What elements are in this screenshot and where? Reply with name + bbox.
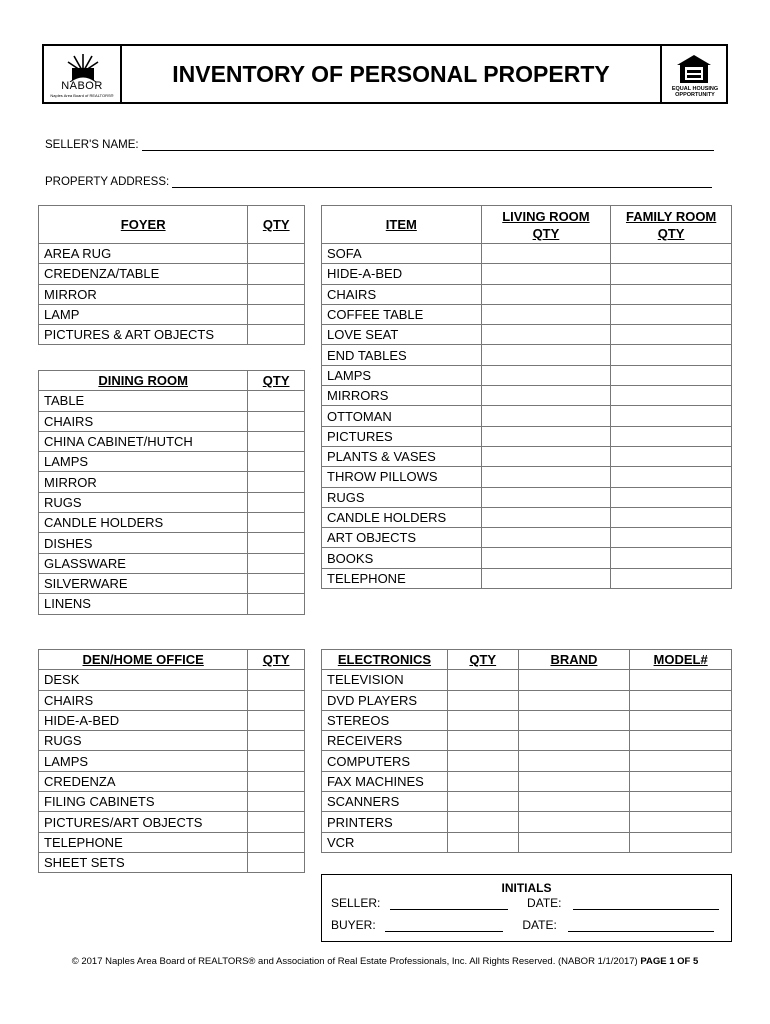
den-row: [39, 731, 305, 751]
logo-tagline: Naples Area Board of REALTORS®: [50, 93, 114, 98]
item-label: RUGS: [39, 492, 248, 512]
property-address-input[interactable]: [172, 177, 712, 188]
property-address-label: PROPERTY ADDRESS:: [45, 176, 170, 188]
electronics-model-header: MODEL#: [630, 650, 732, 670]
dining-room-row: [39, 553, 305, 573]
item-label: LAMP: [39, 304, 248, 324]
model-cell[interactable]: [630, 710, 732, 730]
living-room-qty-cell[interactable]: [481, 548, 611, 568]
item-label: THROW PILLOWS: [322, 467, 482, 487]
model-cell[interactable]: [630, 771, 732, 791]
item-label: FAX MACHINES: [322, 771, 448, 791]
item-label: PICTURES/ART OBJECTS: [39, 812, 248, 832]
foyer-header: FOYER: [39, 206, 248, 244]
living-family-row: [322, 507, 732, 527]
living-room-qty-cell[interactable]: [481, 406, 611, 426]
qty-cell[interactable]: [447, 792, 518, 812]
item-label: PICTURES: [322, 426, 482, 446]
electronics-qty-header: QTY: [447, 650, 518, 670]
buyer-date-label: DATE:: [522, 918, 557, 932]
model-cell[interactable]: [630, 812, 732, 832]
living-family-row: [322, 325, 732, 345]
item-label: HIDE-A-BED: [39, 710, 248, 730]
item-label: CHAIRS: [322, 284, 482, 304]
family-room-qty-cell[interactable]: [611, 507, 732, 527]
living-family-row: [322, 284, 732, 304]
living-room-qty-cell[interactable]: [481, 244, 611, 264]
living-room-qty-cell[interactable]: [481, 528, 611, 548]
family-room-qty-cell[interactable]: [611, 264, 732, 284]
dining-room-row: [39, 513, 305, 533]
item-label: AREA RUG: [39, 244, 248, 264]
electronics-header: ELECTRONICS: [322, 650, 448, 670]
brand-cell[interactable]: [518, 812, 630, 832]
item-label: RUGS: [322, 487, 482, 507]
qty-cell[interactable]: [447, 731, 518, 751]
model-cell[interactable]: [630, 832, 732, 852]
qty-cell[interactable]: [248, 771, 305, 791]
qty-cell[interactable]: [248, 264, 305, 284]
family-room-qty-cell[interactable]: [611, 568, 732, 588]
qty-cell[interactable]: [248, 852, 305, 872]
item-label: DVD PLAYERS: [322, 690, 448, 710]
dining-room-row: [39, 411, 305, 431]
living-family-row: [322, 467, 732, 487]
item-label: PLANTS & VASES: [322, 446, 482, 466]
living-family-row: [322, 548, 732, 568]
item-label: CHAIRS: [39, 690, 248, 710]
qty-cell[interactable]: [248, 325, 305, 345]
dining-room-row: [39, 431, 305, 451]
living-family-row: [322, 406, 732, 426]
qty-cell[interactable]: [248, 304, 305, 324]
qty-cell[interactable]: [248, 492, 305, 512]
dining-room-row: [39, 573, 305, 593]
living-room-label: LIVING ROOM: [502, 208, 590, 224]
living-family-row: [322, 304, 732, 324]
brand-cell[interactable]: [518, 751, 630, 771]
qty-cell[interactable]: [248, 670, 305, 690]
qty-cell[interactable]: [248, 244, 305, 264]
living-family-row: [322, 386, 732, 406]
electronics-row: [322, 832, 732, 852]
page-title: INVENTORY OF PERSONAL PROPERTY: [172, 61, 610, 87]
living-room-qty-cell[interactable]: [481, 304, 611, 324]
item-label: CHAIRS: [39, 411, 248, 431]
qty-cell[interactable]: [248, 431, 305, 451]
item-label: SCANNERS: [322, 792, 448, 812]
dining-room-row: [39, 492, 305, 512]
brand-cell[interactable]: [518, 832, 630, 852]
living-room-qty-cell[interactable]: [481, 467, 611, 487]
qty-cell[interactable]: [447, 751, 518, 771]
den-row: [39, 832, 305, 852]
item-label: COMPUTERS: [322, 751, 448, 771]
qty-cell[interactable]: [248, 690, 305, 710]
buyer-initials-input[interactable]: [385, 921, 503, 932]
equal-housing-logo: [660, 46, 726, 102]
item-label: LAMPS: [39, 452, 248, 472]
item-label: TELEPHONE: [39, 832, 248, 852]
family-room-qty-cell[interactable]: [611, 406, 732, 426]
family-room-qty-cell[interactable]: [611, 325, 732, 345]
family-room-label: FAMILY ROOM: [625, 208, 717, 224]
living-family-row: [322, 345, 732, 365]
living-family-row: [322, 244, 732, 264]
family-room-qty-label: QTY: [657, 225, 685, 241]
model-cell[interactable]: [630, 731, 732, 751]
dining-room-qty-header: QTY: [248, 371, 305, 391]
item-label: GLASSWARE: [39, 553, 248, 573]
seller-date-label: DATE:: [527, 896, 562, 910]
item-label: DESK: [39, 670, 248, 690]
living-room-qty-cell[interactable]: [481, 568, 611, 588]
dining-room-row: [39, 391, 305, 411]
item-label: CHINA CABINET/HUTCH: [39, 431, 248, 451]
brand-cell[interactable]: [518, 710, 630, 730]
living-room-qty-cell[interactable]: [481, 426, 611, 446]
den-row: [39, 771, 305, 791]
qty-cell[interactable]: [447, 771, 518, 791]
living-family-row: [322, 528, 732, 548]
item-label: FILING CABINETS: [39, 792, 248, 812]
den-row: [39, 670, 305, 690]
qty-cell[interactable]: [248, 710, 305, 730]
family-room-qty-cell[interactable]: [611, 345, 732, 365]
item-label: TELEVISION: [322, 670, 448, 690]
family-room-qty-cell[interactable]: [611, 284, 732, 304]
qty-cell[interactable]: [447, 812, 518, 832]
seller-name-label: SELLER'S NAME:: [45, 139, 139, 151]
brand-cell[interactable]: [518, 731, 630, 751]
foyer-row: [39, 244, 305, 264]
qty-cell[interactable]: [248, 812, 305, 832]
qty-cell[interactable]: [248, 832, 305, 852]
seller-initials-row: [331, 896, 719, 910]
qty-cell[interactable]: [447, 670, 518, 690]
nabor-logo: [44, 46, 122, 102]
item-label: LOVE SEAT: [322, 325, 482, 345]
sunburst-icon: [66, 52, 100, 82]
dining-room-row: [39, 452, 305, 472]
qty-cell[interactable]: [248, 553, 305, 573]
item-label: SILVERWARE: [39, 573, 248, 593]
model-cell[interactable]: [630, 690, 732, 710]
buyer-date-input[interactable]: [568, 921, 714, 932]
living-room-qty-cell[interactable]: [481, 264, 611, 284]
living-room-qty-cell[interactable]: [481, 284, 611, 304]
item-label: CANDLE HOLDERS: [322, 507, 482, 527]
model-cell[interactable]: [630, 751, 732, 771]
qty-cell[interactable]: [447, 710, 518, 730]
electronics-row: [322, 710, 732, 730]
dining-room-row: [39, 533, 305, 553]
den-row: [39, 852, 305, 872]
living-family-row: [322, 426, 732, 446]
foyer-row: [39, 325, 305, 345]
living-room-qty-cell[interactable]: [481, 325, 611, 345]
item-label: CREDENZA: [39, 771, 248, 791]
qty-cell[interactable]: [248, 513, 305, 533]
family-room-qty-cell[interactable]: [611, 548, 732, 568]
dining-room-row: [39, 472, 305, 492]
qty-cell[interactable]: [248, 792, 305, 812]
item-label: STEREOS: [322, 710, 448, 730]
electronics-row: [322, 751, 732, 771]
family-room-qty-cell[interactable]: [611, 304, 732, 324]
dining-room-table: [38, 370, 305, 615]
initials-box: [321, 874, 732, 942]
item-label: CANDLE HOLDERS: [39, 513, 248, 533]
item-label: RUGS: [39, 731, 248, 751]
item-label: OTTOMAN: [322, 406, 482, 426]
qty-cell[interactable]: [248, 731, 305, 751]
living-room-qty-cell[interactable]: [481, 345, 611, 365]
living-family-row: [322, 446, 732, 466]
qty-cell[interactable]: [248, 391, 305, 411]
property-address-field: [45, 176, 712, 188]
family-room-qty-cell[interactable]: [611, 386, 732, 406]
family-room-qty-cell[interactable]: [611, 244, 732, 264]
foyer-row: [39, 304, 305, 324]
living-room-qty-header: [481, 206, 611, 244]
qty-cell[interactable]: [447, 832, 518, 852]
copyright-text: © 2017 Naples Area Board of REALTORS® and Association of Real Estate Professionals, Inc. All Rights Reserved. (NABOR 1/1/2017): [71, 956, 641, 967]
foyer-qty-header: QTY: [248, 206, 305, 244]
living-room-qty-cell[interactable]: [481, 507, 611, 527]
living-family-table: [321, 205, 732, 589]
qty-cell[interactable]: [248, 533, 305, 553]
living-room-qty-cell[interactable]: [481, 487, 611, 507]
family-room-qty-cell[interactable]: [611, 467, 732, 487]
qty-cell[interactable]: [248, 284, 305, 304]
item-label: BOOKS: [322, 548, 482, 568]
item-label: PICTURES & ART OBJECTS: [39, 325, 248, 345]
electronics-row: [322, 771, 732, 791]
brand-cell[interactable]: [518, 792, 630, 812]
dining-room-header: DINING ROOM: [39, 371, 248, 391]
item-label: END TABLES: [322, 345, 482, 365]
qty-cell[interactable]: [248, 411, 305, 431]
buyer-initials-row: [331, 918, 714, 932]
dining-room-row: [39, 594, 305, 614]
den-row: [39, 812, 305, 832]
item-label: PRINTERS: [322, 812, 448, 832]
den-row: [39, 792, 305, 812]
logo-abbreviation: NABOR: [61, 80, 103, 92]
electronics-table: [321, 649, 732, 853]
electronics-row: [322, 731, 732, 751]
qty-cell[interactable]: [248, 472, 305, 492]
den-home-office-table: [38, 649, 305, 873]
electronics-row: [322, 812, 732, 832]
living-family-row: [322, 568, 732, 588]
den-header: DEN/HOME OFFICE: [39, 650, 248, 670]
living-room-qty-cell[interactable]: [481, 365, 611, 385]
equal-housing-text: EQUAL HOUSING OPPORTUNITY: [671, 86, 719, 98]
brand-cell[interactable]: [518, 690, 630, 710]
item-label: LINENS: [39, 594, 248, 614]
living-family-row: [322, 264, 732, 284]
item-label: SHEET SETS: [39, 852, 248, 872]
footer: [0, 956, 770, 967]
model-cell[interactable]: [630, 792, 732, 812]
living-family-row: [322, 487, 732, 507]
brand-cell[interactable]: [518, 670, 630, 690]
den-qty-header: QTY: [248, 650, 305, 670]
family-room-qty-cell[interactable]: [611, 446, 732, 466]
qty-cell[interactable]: [248, 751, 305, 771]
item-label: HIDE-A-BED: [322, 264, 482, 284]
living-room-qty-cell[interactable]: [481, 446, 611, 466]
electronics-row: [322, 670, 732, 690]
den-row: [39, 710, 305, 730]
family-room-qty-cell[interactable]: [611, 487, 732, 507]
living-family-row: [322, 365, 732, 385]
item-label: LAMPS: [39, 751, 248, 771]
foyer-table: [38, 205, 305, 345]
item-label: MIRROR: [39, 284, 248, 304]
item-label: LAMPS: [322, 365, 482, 385]
equal-housing-icon: [676, 54, 712, 84]
qty-cell[interactable]: [248, 594, 305, 614]
item-label: COFFEE TABLE: [322, 304, 482, 324]
foyer-row: [39, 284, 305, 304]
family-room-qty-cell[interactable]: [611, 426, 732, 446]
family-room-qty-cell[interactable]: [611, 365, 732, 385]
seller-date-input[interactable]: [573, 899, 719, 910]
item-header: ITEM: [322, 206, 482, 244]
foyer-row: [39, 264, 305, 284]
living-room-qty-cell[interactable]: [481, 386, 611, 406]
item-label: ART OBJECTS: [322, 528, 482, 548]
qty-cell[interactable]: [248, 452, 305, 472]
brand-cell[interactable]: [518, 771, 630, 791]
seller-name-field: [45, 139, 714, 151]
item-label: CREDENZA/TABLE: [39, 264, 248, 284]
item-label: MIRROR: [39, 472, 248, 492]
item-label: MIRRORS: [322, 386, 482, 406]
item-label: SOFA: [322, 244, 482, 264]
item-label: TABLE: [39, 391, 248, 411]
item-label: DISHES: [39, 533, 248, 553]
seller-name-input[interactable]: [142, 140, 714, 151]
seller-initials-label: SELLER:: [331, 896, 381, 910]
electronics-brand-header: BRAND: [518, 650, 630, 670]
qty-cell[interactable]: [447, 690, 518, 710]
item-label: RECEIVERS: [322, 731, 448, 751]
initials-title: INITIALS: [501, 881, 552, 895]
form-header: [42, 44, 728, 104]
electronics-row: [322, 792, 732, 812]
living-room-qty-label: QTY: [532, 225, 560, 241]
model-cell[interactable]: [630, 670, 732, 690]
item-label: VCR: [322, 832, 448, 852]
family-room-qty-cell[interactable]: [611, 528, 732, 548]
buyer-initials-label: BUYER:: [331, 918, 376, 932]
den-row: [39, 690, 305, 710]
electronics-row: [322, 690, 732, 710]
den-row: [39, 751, 305, 771]
family-room-qty-header: [611, 206, 732, 244]
qty-cell[interactable]: [248, 573, 305, 593]
item-label: TELEPHONE: [322, 568, 482, 588]
seller-initials-input[interactable]: [390, 899, 508, 910]
page-number: PAGE 1 OF 5: [640, 956, 699, 967]
